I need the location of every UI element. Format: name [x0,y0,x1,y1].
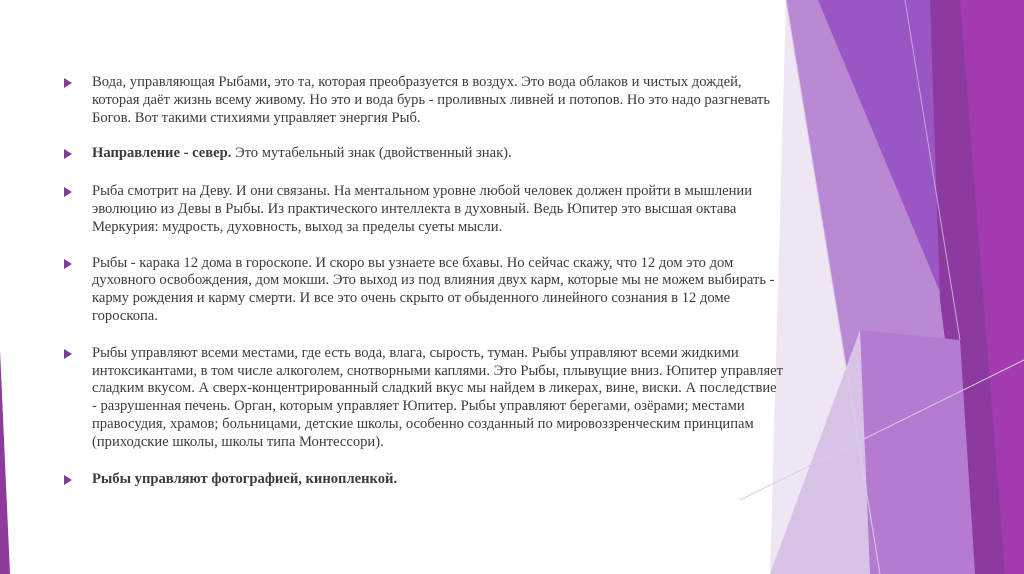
bullet-text: Рыбы - карака 12 дома в гороскопе. И скоро вы узнаете все бхавы. Но сейчас скажу, что 12 дом это дом духовного освобождения, дом мокши. Это выход из под влияния двух карм, которые мы не можем выбирать - карму рождения и карму смерти. И все это очень скрыто от обыденного линейного сознания в 12 доме гороскопа. [92,254,775,324]
bullet-text: Вода, управляющая Рыбами, это та, которая преобразуется в воздух. Это вода облаков и чистых дождей, которая даёт жизнь всему живому. Но это и вода бурь - проливных ливней и потопов. Но это надо разгневать Богов. Вот такими стихиями управляет энергия Рыб. [92,74,771,126]
bullet-arrow-icon [64,187,72,197]
bullet-bold: Рыбы управляют фотографией, кинопленкой. [92,470,398,487]
bullet-list [64,74,784,507]
bullet-arrow-icon [64,349,72,359]
bullet-text: Это мутабельный знак (двойственный знак). [231,145,512,162]
bullet-item [64,345,784,452]
facet-violet [860,330,975,574]
bullet-item [64,471,784,489]
bullet-arrow-icon [64,78,72,88]
bullet-item [64,183,784,236]
bullet-text: Рыбы управляют всеми местами, где есть вода, влага, сырость, туман. Рыбы управляют всеми жидкими интоксикантами, в том числе алкоголем, снотворными каплями. Это Рыбы, плывущие вниз. Юпитер управляет сладким вкусом. А сверх-концентрированный сладкий вкус мы найдем в ликерах, вине, виски. А последствие - разрушенная печень. Орган, которым управляет Юпитер. Рыбы управляют берегами, озёрами; местами правосудия, храмов; больницами, детские школы, особенно созданный по мировоззренческим принципам (приходские школы, школы типа Монтессори). [92,344,784,450]
bullet-text: Рыба смотрит на Деву. И они связаны. На ментальном уровне любой человек должен пройти в мышлении эволюцию из Девы в Рыбы. Из практического интеллекта в духовный. Ведь Юпитер это высшая октава Меркурия: мудрость, духовность, выход за пределы суеты мысли. [92,183,753,235]
bullet-arrow-icon [64,259,72,269]
bullet-item [64,255,784,326]
bullet-bold: Направление - север. [92,145,232,162]
bullet-arrow-icon [64,475,72,485]
bullet-arrow-icon [64,149,72,159]
bullet-item [64,145,784,163]
bullet-item [64,74,784,127]
